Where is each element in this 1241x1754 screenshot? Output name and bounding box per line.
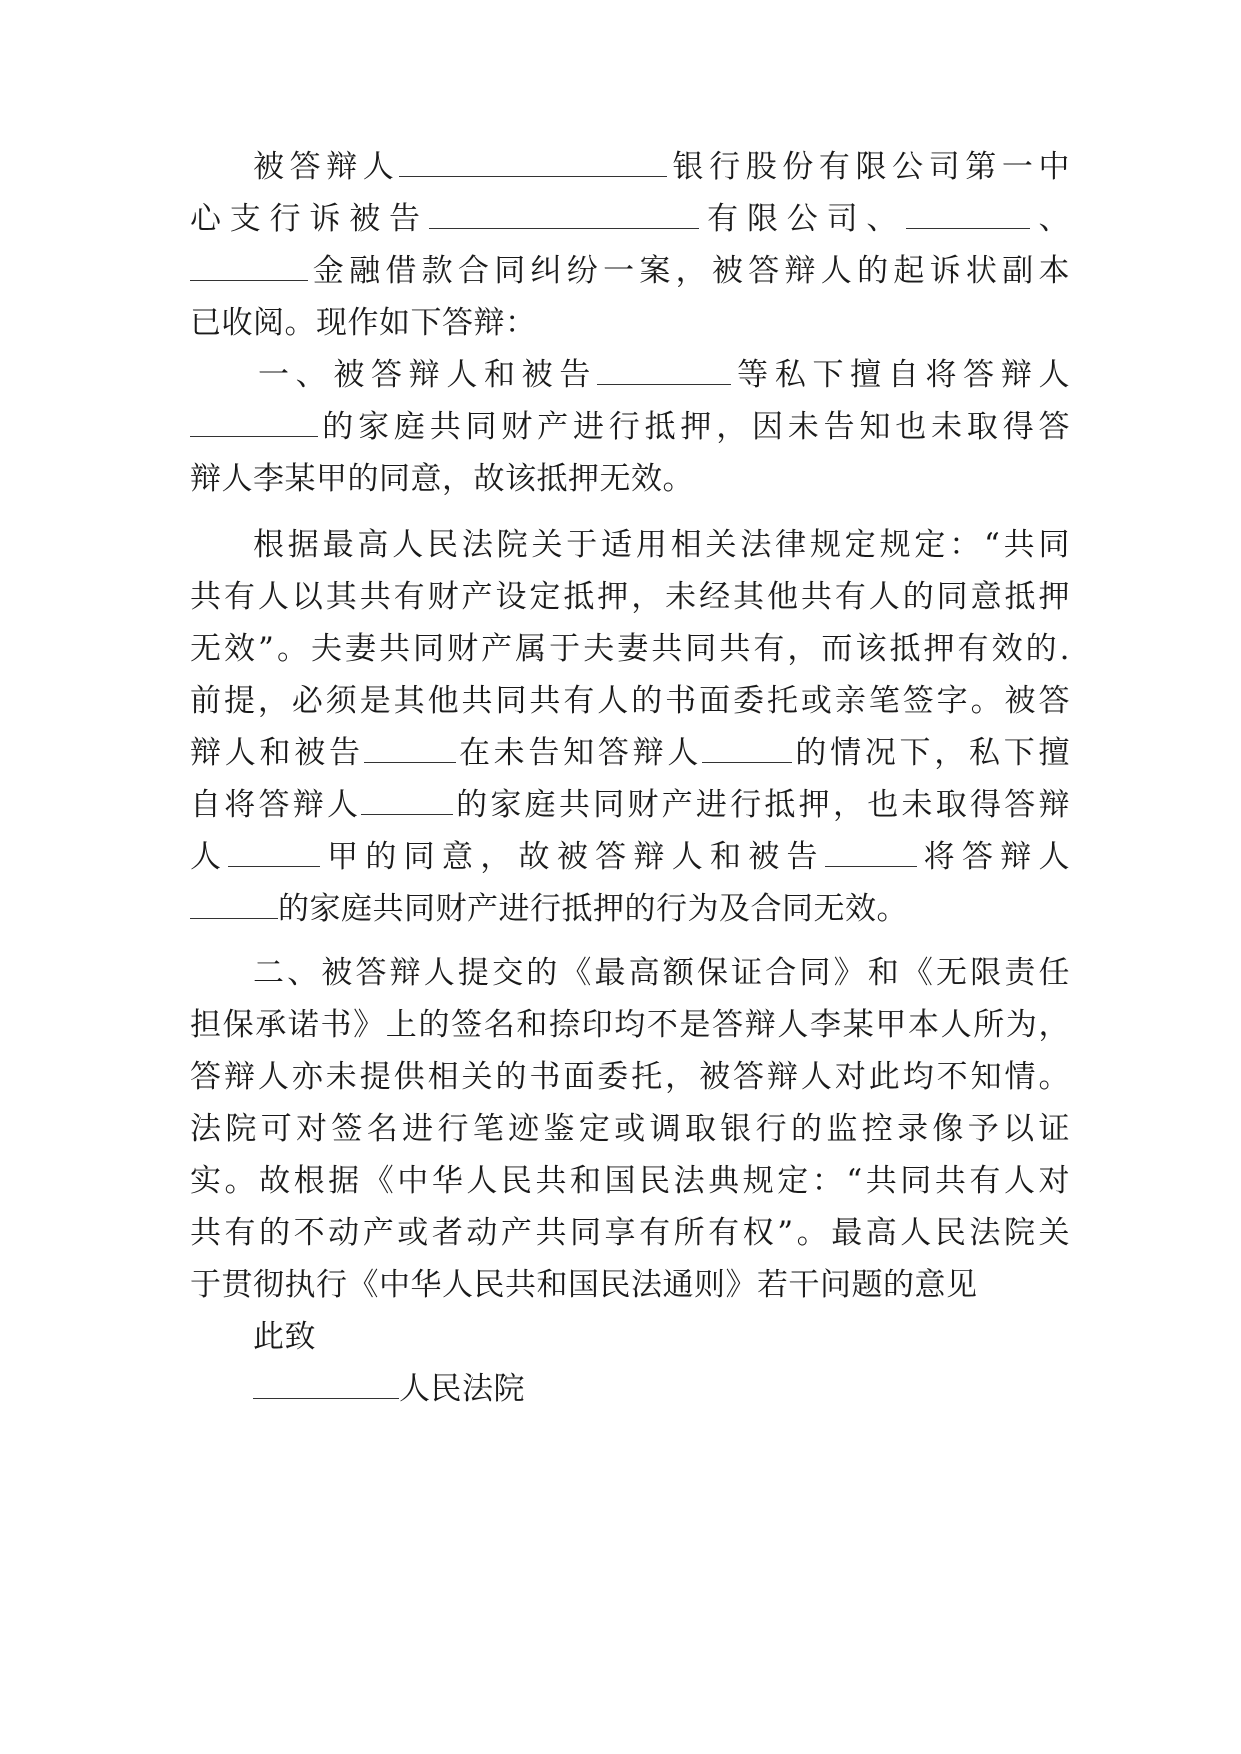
text-line: 法院可对签名进行笔迹鉴定或调取银行的监控录像予以证: [190, 1111, 1070, 1147]
fill-blank: [399, 146, 667, 177]
text-line: 的家庭共同财产进行抵押的行为及合同无效。: [190, 886, 1070, 932]
fill-blank: [429, 198, 699, 229]
fill-blank: [361, 784, 453, 815]
closing-salutation: 此致: [253, 1319, 316, 1355]
text-line: 实。故根据《中华人民共和国民法典规定：“共同共有人对: [190, 1163, 1070, 1199]
text-line: 辩人李某甲的同意，故该抵押无效。: [190, 461, 694, 497]
text-line: 的家庭共同财产进行抵押，因未告知也未取得答: [190, 404, 1070, 450]
fill-blank: [228, 836, 320, 867]
text-line: 共有的不动产或者动产共同享有所有权”。最高人民法院关: [190, 1215, 1070, 1251]
fill-blank: [190, 888, 278, 919]
text-line: 根据最高人民法院关于适用相关法律规定规定：“共同: [253, 527, 1070, 563]
text-line: 无效”。夫妻共同财产属于夫妻共同共有，而该抵押有效的.: [190, 631, 1070, 667]
text-line: 自将答辩人 的家庭共同财产进行抵押，也未取得答辩: [190, 782, 1070, 828]
text-line: 心支行诉被告 有限公司、 、: [190, 196, 1070, 242]
text-line: 前提，必须是其他共同共有人的书面委托或亲笔签字。被答: [190, 683, 1070, 719]
fill-blank: [253, 1368, 399, 1399]
text-line: 辩人和被告 在未告知答辩人 的情况下，私下擅: [190, 730, 1070, 776]
text-line: 被答辩人 银行股份有限公司第一中: [253, 144, 1070, 190]
text-line: 于贯彻执行《中华人民共和国民法通则》若干问题的意见: [190, 1267, 978, 1303]
text-line: 二、被答辩人提交的《最高额保证合同》和《无限责任: [253, 955, 1070, 991]
text-line: 答辩人亦未提供相关的书面委托，被答辩人对此均不知情。: [190, 1059, 1070, 1095]
fill-blank: [190, 406, 318, 437]
text-line: 共有人以其共有财产设定抵押，未经其他共有人的同意抵押: [190, 579, 1070, 615]
text-line: 已收阅。现作如下答辩：: [190, 305, 537, 341]
fill-blank: [906, 198, 1030, 229]
text-line: 担保承诺书》上的签名和捺印均不是答辩人李某甲本人所为，: [190, 1007, 1070, 1043]
fill-blank: [364, 732, 456, 763]
fill-blank: [702, 732, 792, 763]
fill-blank: [597, 354, 731, 385]
text-line: 金融借款合同纠纷一案，被答辩人的起诉状副本: [190, 248, 1070, 294]
text-line: 一、被答辩人和被告 等私下擅自将答辩人: [258, 352, 1070, 398]
fill-blank: [825, 836, 917, 867]
fill-blank: [190, 250, 308, 281]
court-addressee: 人民法院: [253, 1366, 1070, 1412]
text-line: 人 甲的同意，故被答辩人和被告 将答辩人: [190, 834, 1070, 880]
